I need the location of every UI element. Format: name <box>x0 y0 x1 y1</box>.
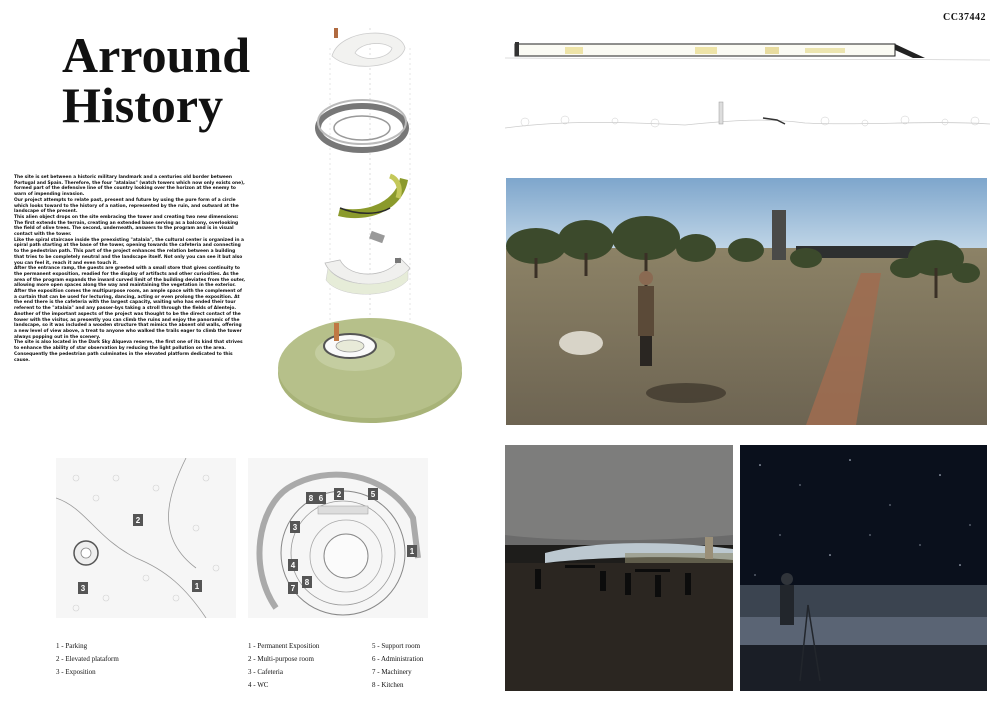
floor-plan-marker <box>407 545 417 557</box>
description-paragraph: The site is also located in the Dark Sky Alqueva reserve, the first one of its kind that strives to enhance the ability of star observation by reducing the light pollution on the area. Consequently the pedestrian path culminates in the elevated platform dedicated to this cause. <box>14 340 243 363</box>
project-code: CC37442 <box>943 12 986 23</box>
exploded-axonometric-diagram <box>270 18 470 428</box>
ring-wall-layer <box>318 100 406 150</box>
legend-item: 2 - Elevated plataform <box>56 655 119 663</box>
project-description <box>14 175 246 363</box>
svg-text:1: 1 <box>409 547 415 556</box>
svg-text:4: 4 <box>290 561 296 570</box>
description-paragraph: Like the spiral staircase inside the preexisting "atalaia", the cultural center is organized in a spiral path starting at the base of the tower, opening towards the cafeteria and connecting to the pedestrian path. This part of the project enhances the relation between a building that tries to be completely neutral and the landscape itself. Not only you can see it but also you can feel it, reach it and even touch it. <box>14 237 244 266</box>
title-line-1: Arround <box>62 27 251 83</box>
floor-plan-marker <box>316 492 326 504</box>
svg-text:8: 8 <box>304 578 310 587</box>
site-plan-legend <box>56 640 119 679</box>
site-plan-marker <box>192 580 202 592</box>
site-plan-marker <box>78 582 88 594</box>
legend-item: 3 - Exposition <box>56 668 96 676</box>
title-line-2: History <box>62 77 224 133</box>
legend-item: 1 - Permanent Exposition <box>248 642 320 650</box>
legend-item: 6 - Administration <box>372 655 424 663</box>
floor-plan-legend-column-1 <box>248 640 319 692</box>
interior-cafeteria-render <box>505 445 733 691</box>
site-plan-marker <box>133 514 143 526</box>
floor-plan-marker <box>306 492 316 504</box>
floor-plan-marker <box>368 488 378 500</box>
svg-text:8: 8 <box>308 494 314 503</box>
legend-item: 7 - Machinery <box>372 668 412 676</box>
site-plan <box>56 458 236 618</box>
description-paragraph: Our project attempts to relate past, present and future by using the pure form of a circle which looks toward to the history of a nation, represented by the ruin, and outward at the landscape of the present. <box>14 197 239 215</box>
floor-plan-marker <box>334 488 344 500</box>
landscape-render-photo <box>506 178 987 425</box>
floor-plan-marker <box>302 576 312 588</box>
floor-plan-marker <box>290 521 300 533</box>
legend-item: 5 - Support room <box>372 642 421 650</box>
svg-text:3: 3 <box>292 523 298 532</box>
roof-layer <box>332 28 405 66</box>
description-paragraph: This alien object drops on the site embracing the tower and creating two new dimensions: The first extends the terrain, creating an extended base serving as a balcony, overlooking the field of olive trees. The second, underneath, answers to the program and is in visual contact with the tower. <box>14 214 239 238</box>
svg-text:5: 5 <box>370 490 376 499</box>
svg-text:3: 3 <box>80 584 86 593</box>
page-title <box>62 27 251 133</box>
description-paragraph: The site is set between a historic military landmark and a centuries old border between Portugal and Spain. Therefore, the four "atalaias" (watch towers which now only exists one), formed part of the defensive line of the country looking over the horizon at the enemy to warn of impending invasion. <box>14 175 245 198</box>
legend-item: 4 - WC <box>248 681 269 689</box>
svg-text:7: 7 <box>290 584 296 593</box>
floor-plan-marker <box>288 582 298 594</box>
floor-plan-legend-column-2 <box>372 640 423 692</box>
svg-text:6: 6 <box>318 494 324 503</box>
floor-plan <box>248 458 428 618</box>
site-elevation-drawing <box>505 90 990 145</box>
description-paragraph: Another of the important aspects of the project was thought to be the direct contact of the tower with the visitor, as presently you can climb the ruins and enjoy the panoramic of the landscape, so it was included a wooden structure that mimics the absent old walls, offering a new level of view above, a treat to anyone who walked the trails eager to climb the tower always popping out in the scenery. <box>14 311 242 340</box>
description-paragraph: After the entrance ramp, the guests are greeted with a small store that gives continuity to the permanent exposition, readied for the display of artifacts and other curiosities. As the area of the program expands the inward curved limit of the building deviates from the outer, allowing more open spaces along the way and maintaining the vegetation in the exterior. After the exposition comes the multipurpose room, an ample space with the complement of a curtain that can be used for lecturing, dancing, acting or even prolong the exposition. At the end there is the cafeteria with the largest capacity, waiting who has ended their tour referent to the "atalaia" and any passer-bys taking a stroll through the fields of Alentejo. <box>14 266 246 312</box>
vegetation-layer <box>338 176 408 218</box>
svg-text:2: 2 <box>336 490 342 499</box>
program-layer <box>325 231 410 294</box>
building-section-drawing <box>505 38 990 68</box>
legend-item: 2 - Multi-purpose room <box>248 655 314 663</box>
legend-item: 3 - Cafeteria <box>248 668 283 676</box>
night-sky-render <box>740 445 987 691</box>
legend-item: 8 - Kitchen <box>372 681 404 689</box>
floor-plan-marker <box>288 559 298 571</box>
legend-item: 1 - Parking <box>56 642 88 650</box>
terrain-disc-layer <box>278 318 462 423</box>
svg-text:2: 2 <box>135 516 141 525</box>
svg-text:1: 1 <box>194 582 200 591</box>
